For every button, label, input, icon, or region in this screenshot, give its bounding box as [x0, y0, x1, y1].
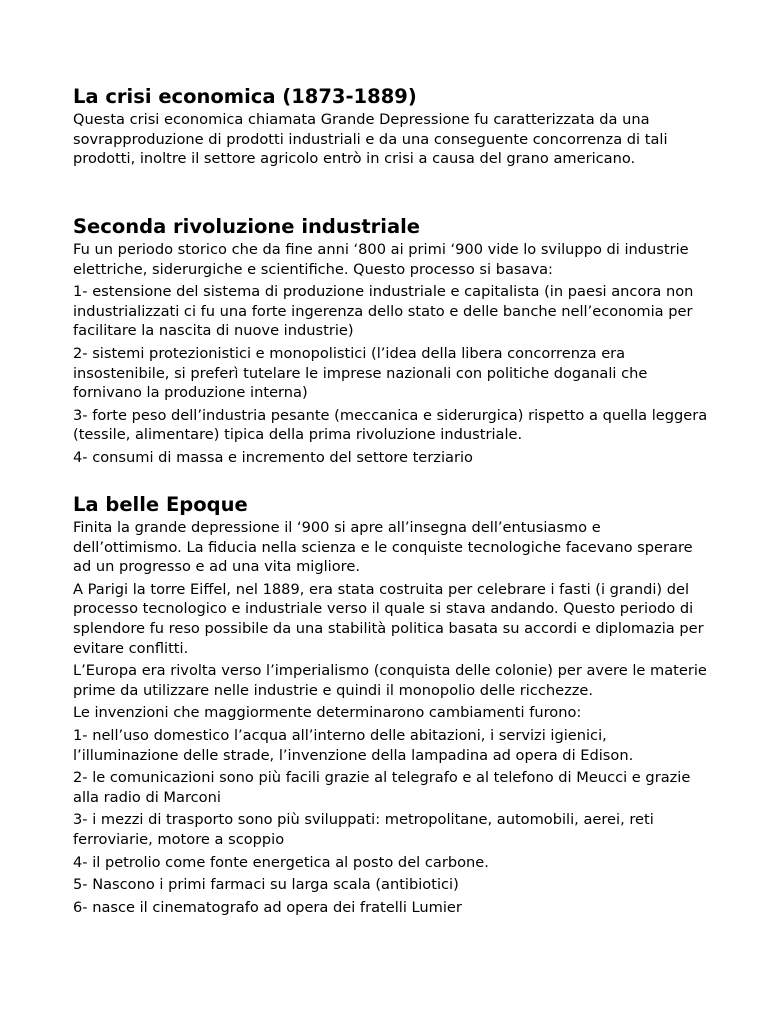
- list-item: 3- forte peso dell’industria pesante (meccanica e siderurgica) rispetto a quella leggera (tessile, alimentare) tipica della prima rivoluzione industriale.: [73, 406, 708, 444]
- paragraph: Le invenzioni che maggiormente determinarono cambiamenti furono:: [73, 704, 582, 722]
- section-crisi-economica: [73, 84, 713, 172]
- paragraph: Fu un periodo storico che da fine anni ‘800 ai primi ‘900 vide lo sviluppo di industrie elettriche, siderurgiche e scientifiche. Questo processo si basava:: [73, 241, 689, 278]
- list-item: 3- i mezzi di trasporto sono più sviluppati: metropolitane, automobili, aerei, reti ferroviarie, motore a scoppio: [73, 811, 654, 848]
- section-belle-epoque: [73, 492, 713, 920]
- list-item: 2- sistemi protezionistici e monopolistici (l’idea della libera concorrenza era insostenibile, si preferì tutelare le imprese nazionali con politiche doganali che fornivano la produzione interna): [73, 344, 648, 402]
- section-seconda-rivoluzione: [73, 214, 713, 471]
- section-heading: Seconda rivoluzione industriale: [73, 215, 421, 238]
- paragraph: A Parigi la torre Eiffel, nel 1889, era stata costruita per celebrare i fasti (i grandi) del processo tecnologico e industriale verso il quale si stava andando. Questo periodo di splendore fu reso possibile da una stabilità politica basata su accordi e diplomazia per evitare conflitti.: [73, 580, 704, 657]
- list-item: 5- Nascono i primi farmaci su larga scala (antibiotici): [73, 876, 459, 894]
- section-heading: La crisi economica (1873-1889): [73, 85, 417, 108]
- list-item: 2- le comunicazioni sono più facili grazie al telegrafo e al telefono di Meucci e grazie alla radio di Marconi: [73, 769, 691, 806]
- list-item: 6- nasce il cinematografo ad opera dei fratelli Lumier: [73, 898, 462, 916]
- paragraph: Questa crisi economica chiamata Grande Depressione fu caratterizzata da una sovrapproduzione di prodotti industriali e da una conseguente concorrenza di tali prodotti, inoltre il settore agricolo entrò in crisi a causa del grano americano.: [73, 111, 668, 168]
- section-heading: La belle Epoque: [73, 493, 248, 516]
- list-item: 4- il petrolio come fonte energetica al posto del carbone.: [73, 853, 489, 871]
- list-item: 1- estensione del sistema di produzione industriale e capitalista (in paesi ancora non industrializzati ci fu una forte ingerenza dello stato e delle banche nell’economia per facilitare la nascita di nuove industrie): [73, 283, 694, 340]
- list-item: 1- nell’uso domestico l’acqua all’interno delle abitazioni, i servizi igienici, l’illuminazione delle strade, l’invenzione della lampadina ad opera di Edison.: [73, 726, 634, 764]
- paragraph: L’Europa era rivolta verso l’imperialismo (conquista delle colonie) per avere le materie prime da utilizzare nelle industrie e quindi il monopolio delle ricchezze.: [73, 662, 707, 699]
- paragraph: Finita la grande depressione il ‘900 si apre all’insegna dell’entusiasmo e dell’ottimismo. La fiducia nella scienza e le conquiste tecnologiche facevano sperare ad un progresso e ad una vita migliore.: [73, 519, 693, 576]
- list-item: 4- consumi di massa e incremento del settore terziario: [73, 448, 473, 466]
